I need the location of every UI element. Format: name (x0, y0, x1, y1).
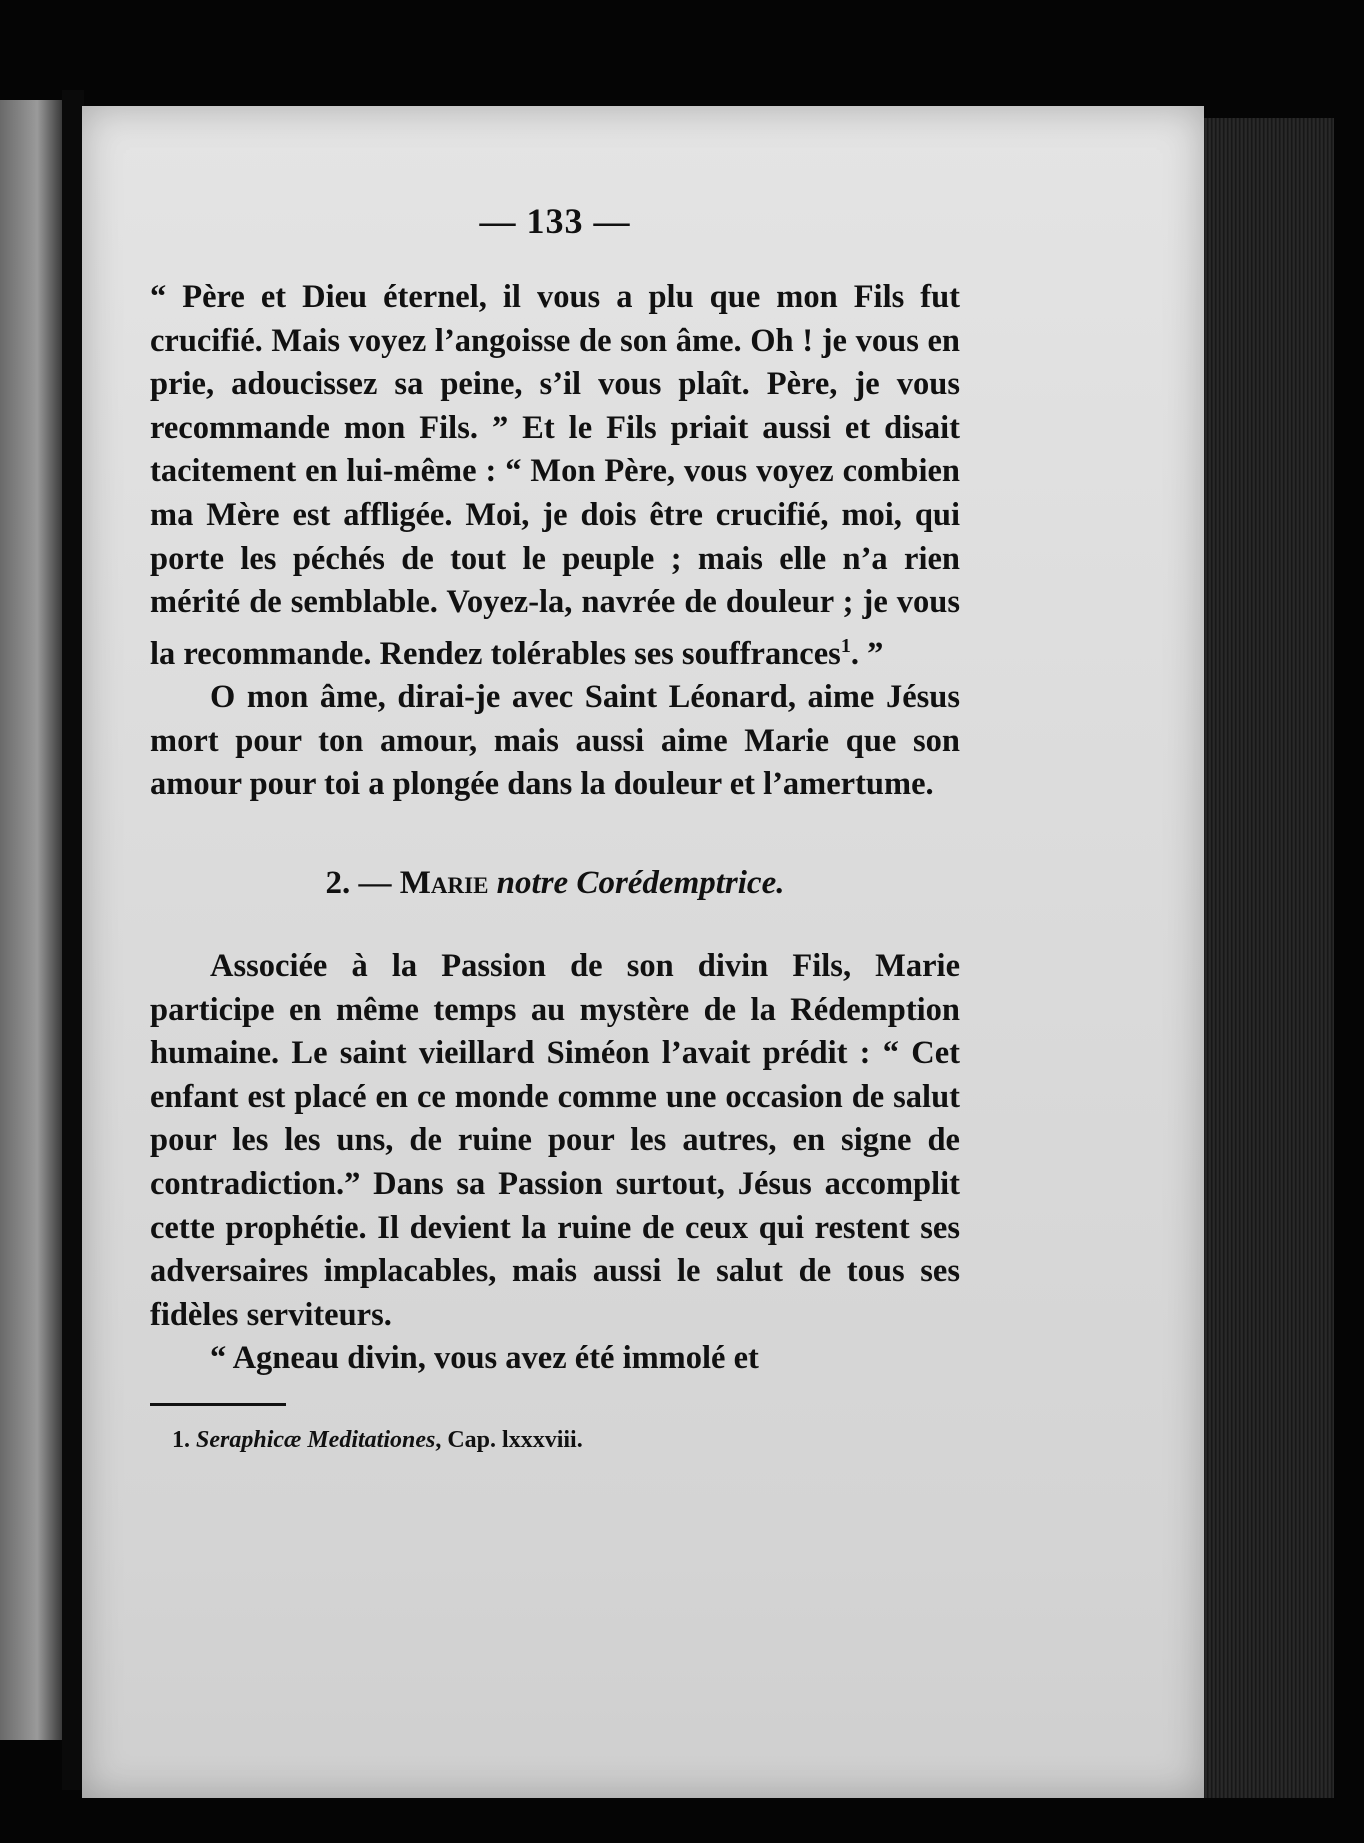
section-heading-title: notre Corédemptrice. (488, 864, 785, 901)
page-content (150, 200, 960, 1456)
paragraph-leonard: O mon âme, dirai-je avec Saint Léonard, aime Jésus mort pour ton amour, mais aussi aime Marie que son amour pour toi a plongée dans la douleur et l’amertume. (150, 679, 960, 803)
paragraph-prayer (150, 276, 960, 676)
footnote (150, 1424, 960, 1456)
section-heading-marie: Marie (399, 864, 489, 901)
page-number: — 133 — (479, 201, 631, 241)
footnote-number: 1. (172, 1426, 190, 1453)
paragraph-agneau: “ Agneau divin, vous avez été immolé et (210, 1340, 759, 1377)
previous-page-edge (0, 100, 62, 1740)
book-gutter (62, 90, 84, 1790)
footnote-rule (150, 1403, 286, 1406)
prayer-close: . ” (850, 635, 884, 672)
footnote-ref: , Cap. lxxxviii. (435, 1426, 583, 1453)
section-number: 2. — (325, 864, 400, 901)
section-heading (150, 861, 960, 905)
page-edges-stack (1204, 118, 1334, 1798)
footnote-marker: 1 (840, 634, 851, 657)
prayer-text: “ Père et Dieu éternel, il vous a plu que mon Fils fut crucifié. Mais voyez l’angoisse de son âme. Oh ! je vous en prie, adoucissez sa peine, s’il vous plaît. Père, je vous recommande mon Fils. ” Et le Fils priait aussi et disait tacitement en lui-même : “ Mon Père, vous voyez combien ma Mère est affligée. Moi, je dois être crucifié, moi, qui porte les péchés de tout le peuple ; mais elle n’a rien mérité de semblable. Voyez-la, navrée de douleur ; je vous la recommande. Rendez tolérables ses souffrances (150, 279, 960, 672)
paragraph-associee: Associée à la Passion de son divin Fils, Marie participe en même temps au mystère de la Rédemption humaine. Le saint vieillard Siméon l’avait prédit : “ Cet enfant est placé en ce monde comme une occasion de salut pour les les uns, de ruine pour les autres, en signe de contradiction.” Dans sa Passion surtout, Jésus accomplit cette prophétie. Il devient la ruine de ceux qui restent ses adversaires implacables, mais aussi le salut de tous ses fidèles serviteurs. (150, 947, 960, 1333)
footnote-source: Seraphicæ Meditationes (196, 1426, 436, 1453)
